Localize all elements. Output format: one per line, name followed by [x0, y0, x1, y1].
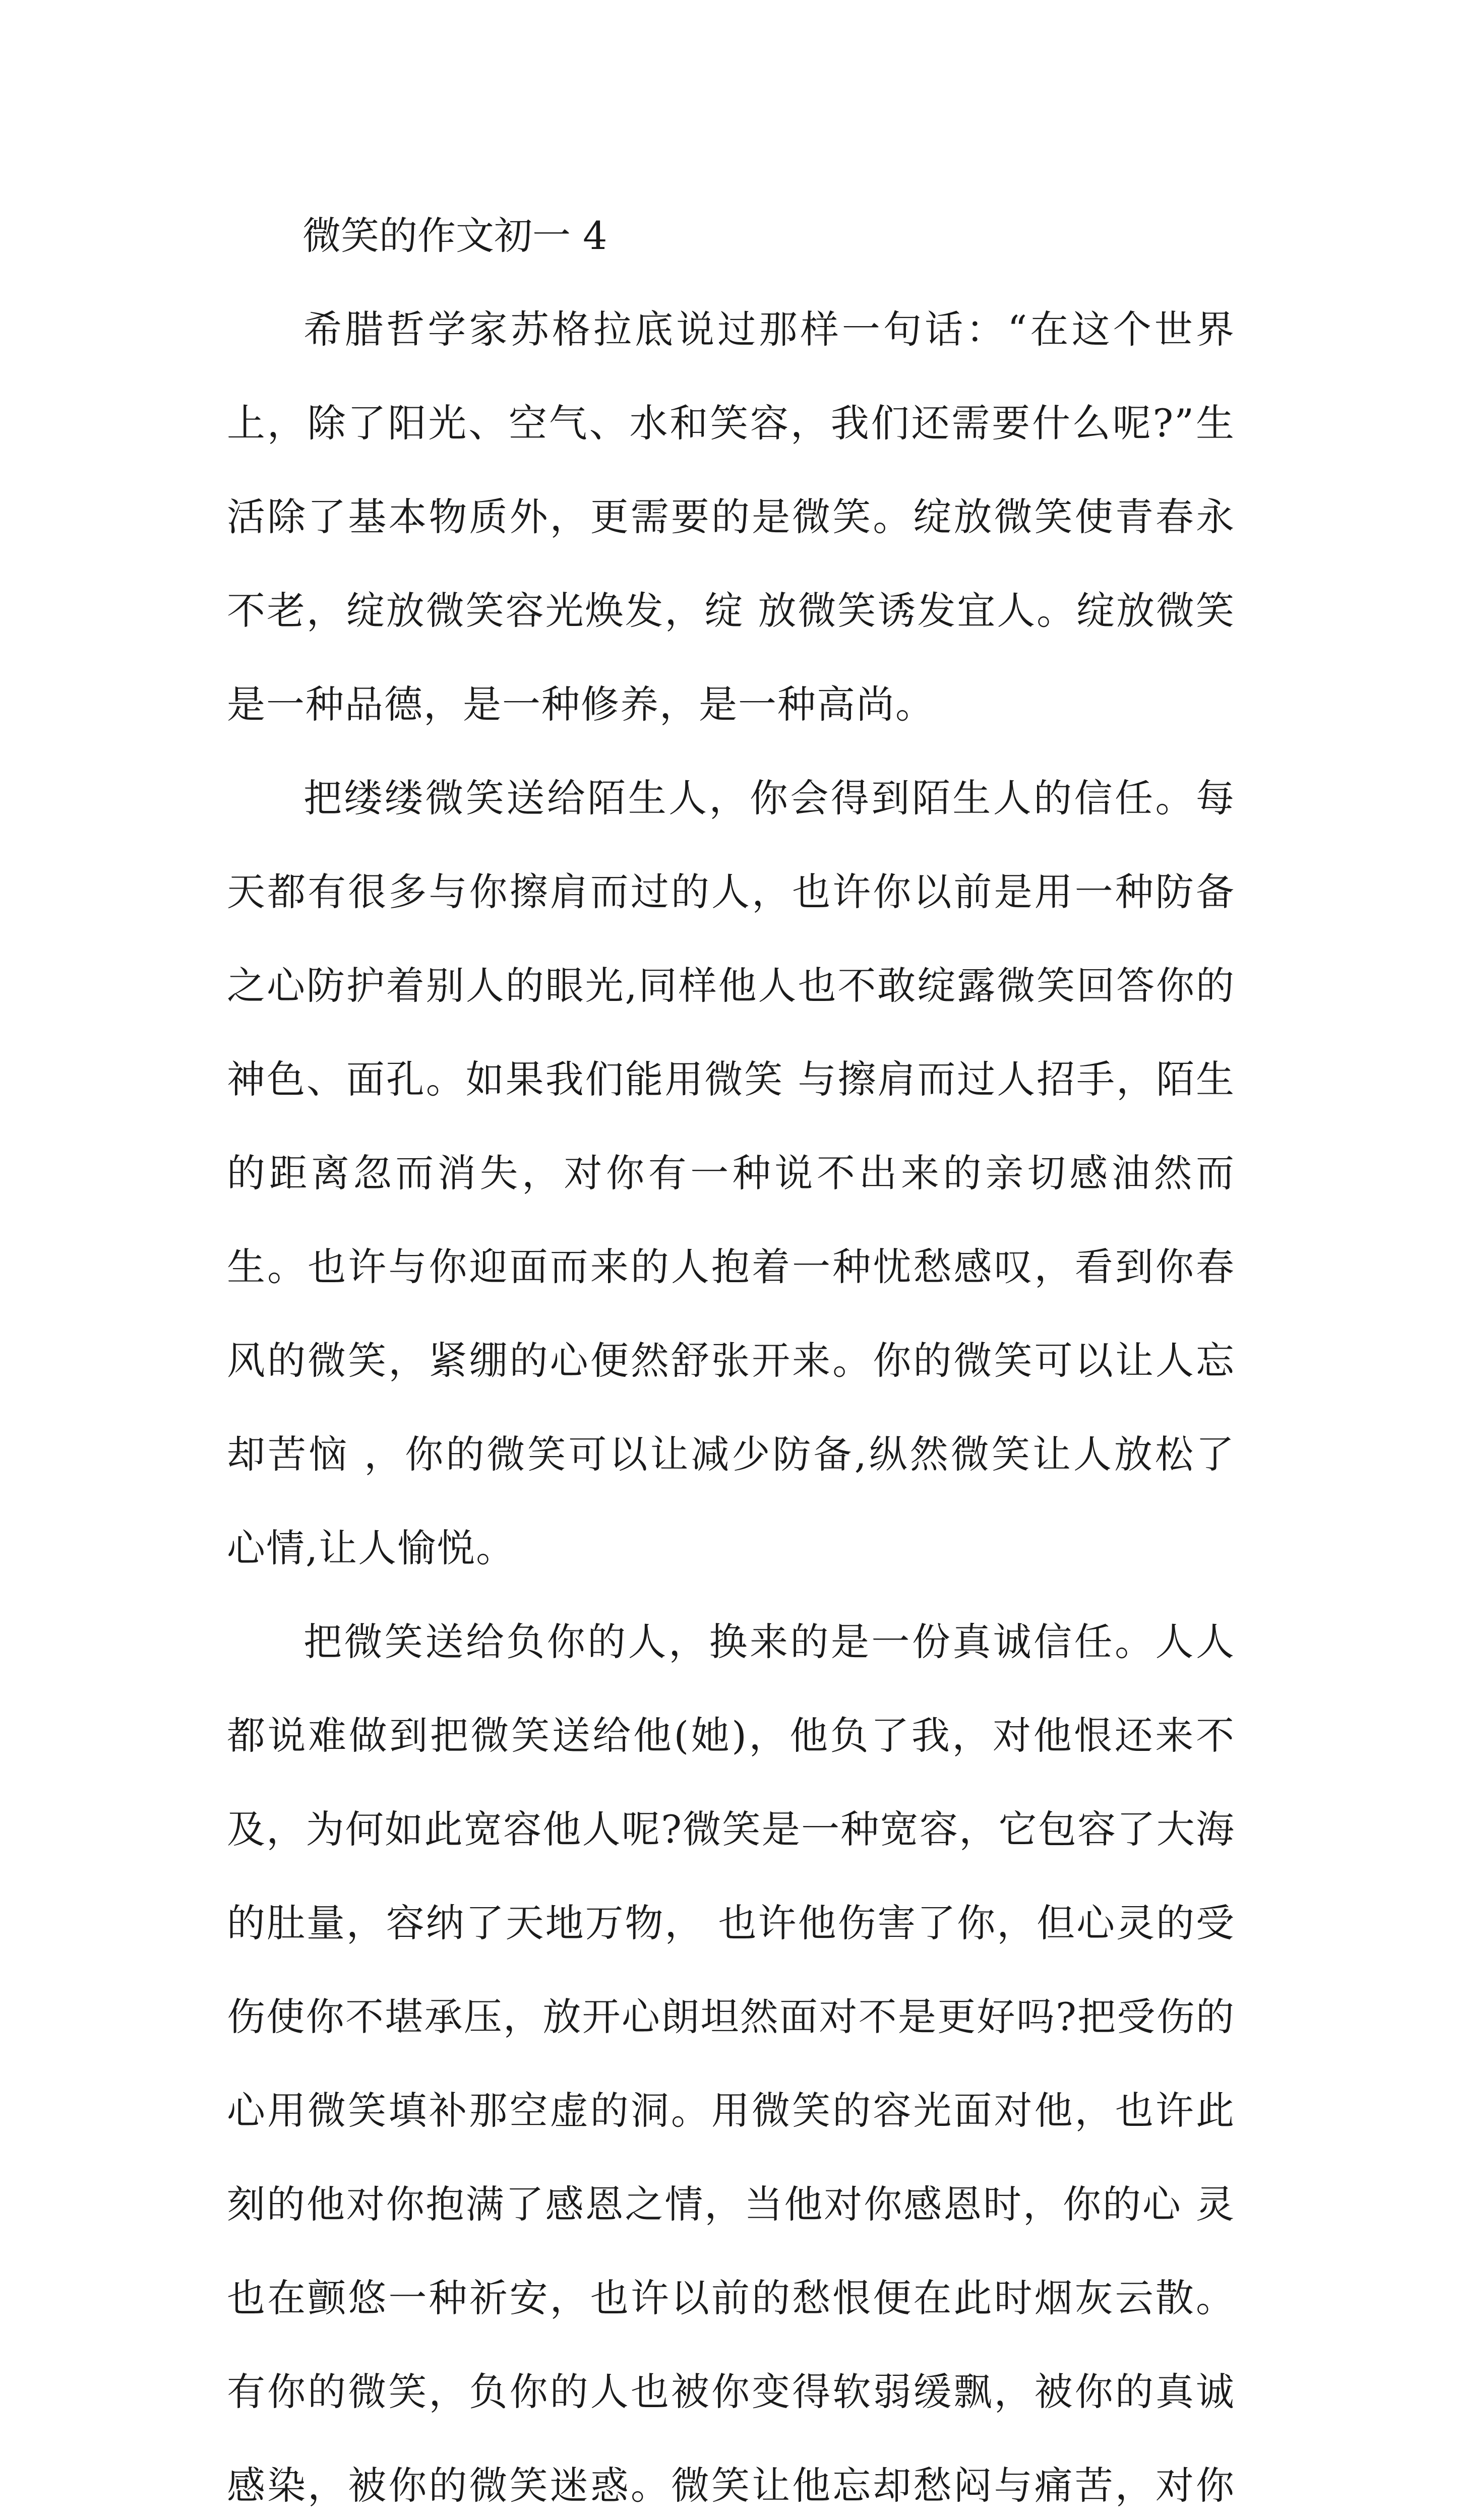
document-body	[227, 189, 1235, 2520]
paragraph-3: 把微笑送给负你的人，换来的是一份真诚信任。人人都说难做到把微笑送给他(她)，他负了我，对他恨还来不及，为何如此宽容他人呢?微笑是一种宽容，它包容了大海的肚量，容纳了天地万物， 也许他伤害了你，但心灵的受伤使你不堪承压，放开心朗坦然面对不是更好吗?把受伤的心用微笑填补那空虚的洞。用微笑的容光面对他，也许此刻的他对你抱满了感恩之情，当他对你感恩时，你的心 灵也在颤悠一种祈安，也许以前的愁恨便在此时烟灰云散。有你的微笑，负你的人也被你变得软弱缓飘，被你的真诚感染，被你的微笑迷惑。微笑让他忘却愁闷与痛苦，对你	[227, 1619, 1235, 2508]
paragraph-1: 希腊哲学家苏格拉底说过那样一句话：“在这个世界上，除了阳光、空气、水和笑容，我们还需要什么呢?”生活除了基本物质外，更需要的是微笑。绽放微笑使青春永不老，绽放微笑容光焕发，绽 放微笑诱发宜人。绽放微笑是一种品德，是一种修养，是一种高尚。	[227, 307, 1235, 727]
paragraph-2: 把缕缕微笑送给陌生人，你会得到陌生人的信任。每天都有很多与你擦肩而过的人，也许你以前是用一种防备之心防护着别人的眼光,同样他人也不敢绽露微笑回答你的神色、面孔。如果我们能用微笑 与擦肩而过人招手，陌生的距离忽而消失，对你有一种说不出来的亲切感油然而生。也许与你迎面而来的人抱着一种忧愁感叹，看到你春风的微笑，紧绷的心便然舒张开来。你的微笑可以让人忘却苦恼 ，你的微笑可以让减少防备,纵然微笑让人放松了心情,让人愉悦。	[227, 776, 1235, 1570]
document-title: 微笑的作文初一 4	[302, 213, 607, 258]
